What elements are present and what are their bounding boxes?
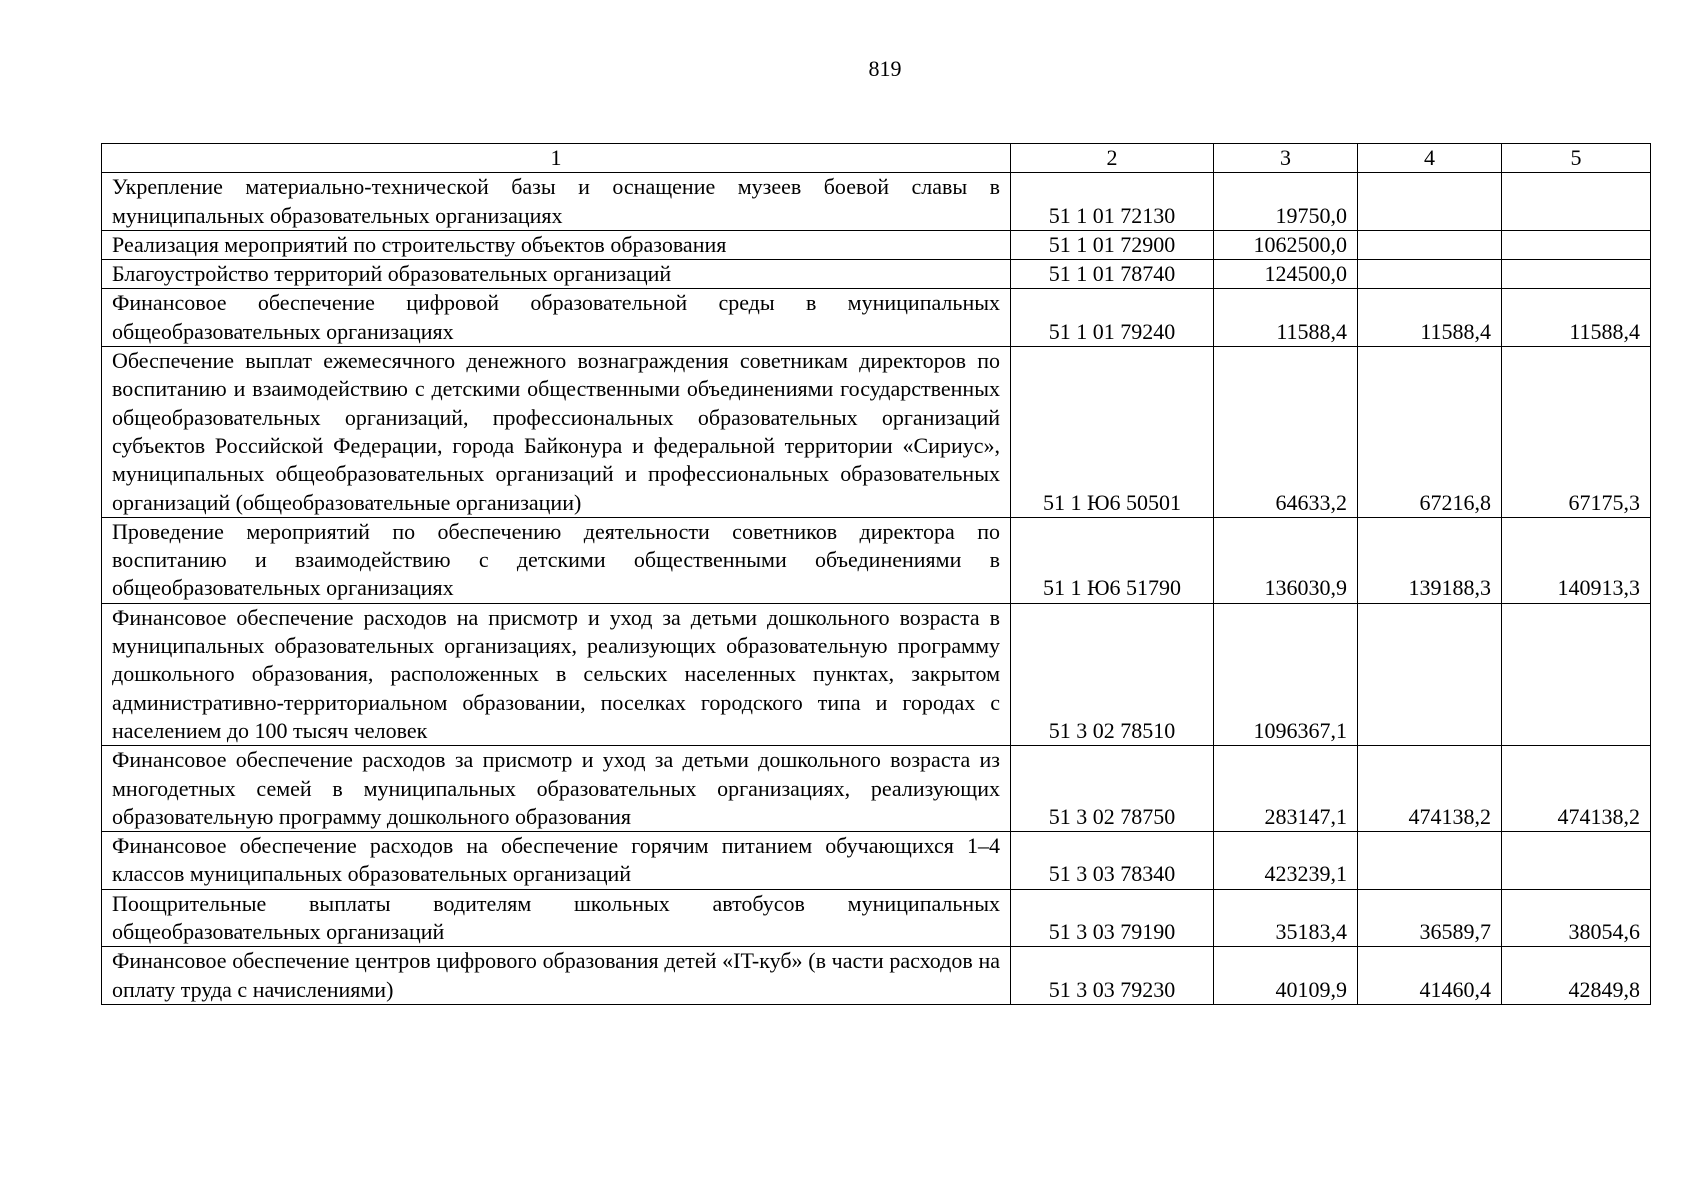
row-name-cell: Укрепление материально-технической базы и оснащение музеев боевой славы в муниципальных образовательных организациях	[102, 173, 1011, 231]
column-header-2: 2	[1011, 144, 1214, 173]
row-value-col4: 474138,2	[1358, 746, 1502, 832]
row-value-col4: 41460,4	[1358, 947, 1502, 1005]
row-code-cell: 51 1 Ю6 51790	[1011, 517, 1214, 603]
row-value-col4	[1358, 230, 1502, 259]
row-name-cell: Обеспечение выплат ежемесячного денежного вознаграждения советникам директоров по воспитанию и взаимодействию с детскими общественными объединениями государственных общеобразовательных организаций, профессиональных образовательных организаций субъектов Российской Федерации, города Байконура и федеральной территории «Сириус», муниципальных общеобразовательных организаций и профессиональных образовательных организаций (общеобразовательные организации)	[102, 347, 1011, 518]
row-value-col4	[1358, 173, 1502, 231]
column-header-5: 5	[1502, 144, 1651, 173]
table-header-row	[102, 144, 1651, 173]
row-value-col5: 11588,4	[1502, 289, 1651, 347]
row-code-cell: 51 3 03 79230	[1011, 947, 1214, 1005]
row-code-cell: 51 3 03 79190	[1011, 889, 1214, 947]
row-value-col4: 11588,4	[1358, 289, 1502, 347]
table-row	[102, 517, 1651, 603]
page-number: 819	[868, 56, 902, 81]
column-header-4: 4	[1358, 144, 1502, 173]
row-value-col4: 67216,8	[1358, 347, 1502, 518]
row-value-col5	[1502, 230, 1651, 259]
row-code-cell: 51 3 02 78510	[1011, 603, 1214, 745]
row-code-cell: 51 1 01 72900	[1011, 230, 1214, 259]
row-code-cell: 51 1 01 72130	[1011, 173, 1214, 231]
column-header-1: 1	[102, 144, 1011, 173]
row-value-col5: 42849,8	[1502, 947, 1651, 1005]
table-row	[102, 947, 1651, 1005]
budget-table	[101, 143, 1651, 1005]
row-code-cell: 51 1 01 78740	[1011, 260, 1214, 289]
row-name-cell: Финансовое обеспечение расходов на обеспечение горячим питанием обучающихся 1–4 классов муниципальных образовательных организаций	[102, 832, 1011, 890]
row-value-col5	[1502, 260, 1651, 289]
row-value-col5	[1502, 173, 1651, 231]
row-name-cell: Финансовое обеспечение расходов на присмотр и уход за детьми дошкольного возраста в муниципальных образовательных организациях, реализующих образовательную программу дошкольного образования, расположенных в сельских населенных пунктах, закрытом административно-территориальном образовании, поселках городского типа и городах с населением до 100 тысяч человек	[102, 603, 1011, 745]
table-row	[102, 260, 1651, 289]
row-value-col4	[1358, 832, 1502, 890]
row-value-col3: 64633,2	[1214, 347, 1358, 518]
row-value-col5: 38054,6	[1502, 889, 1651, 947]
row-name-cell: Финансовое обеспечение цифровой образовательной среды в муниципальных общеобразовательных организациях	[102, 289, 1011, 347]
table-row	[102, 603, 1651, 745]
row-value-col3: 11588,4	[1214, 289, 1358, 347]
row-name-cell: Реализация мероприятий по строительству объектов образования	[102, 230, 1011, 259]
row-code-cell: 51 3 03 78340	[1011, 832, 1214, 890]
row-value-col4	[1358, 603, 1502, 745]
table-row	[102, 230, 1651, 259]
row-name-cell: Поощрительные выплаты водителям школьных автобусов муниципальных общеобразовательных организаций	[102, 889, 1011, 947]
row-value-col3: 136030,9	[1214, 517, 1358, 603]
row-code-cell: 51 3 02 78750	[1011, 746, 1214, 832]
table-row	[102, 173, 1651, 231]
column-header-3: 3	[1214, 144, 1358, 173]
row-value-col3: 35183,4	[1214, 889, 1358, 947]
row-value-col3: 1096367,1	[1214, 603, 1358, 745]
row-value-col5: 140913,3	[1502, 517, 1651, 603]
row-value-col4: 36589,7	[1358, 889, 1502, 947]
table-row	[102, 347, 1651, 518]
row-value-col5	[1502, 832, 1651, 890]
row-value-col3: 124500,0	[1214, 260, 1358, 289]
row-name-cell: Финансовое обеспечение расходов за присмотр и уход за детьми дошкольного возраста из многодетных семей в муниципальных образовательных организациях, реализующих образовательную программу дошкольного образования	[102, 746, 1011, 832]
row-value-col4: 139188,3	[1358, 517, 1502, 603]
table-row	[102, 832, 1651, 890]
table-row	[102, 889, 1651, 947]
table-row	[102, 289, 1651, 347]
table-row	[102, 746, 1651, 832]
row-value-col3: 40109,9	[1214, 947, 1358, 1005]
row-name-cell: Финансовое обеспечение центров цифрового образования детей «IT-куб» (в части расходов на оплату труда с начислениями)	[102, 947, 1011, 1005]
row-name-cell: Благоустройство территорий образовательных организаций	[102, 260, 1011, 289]
row-name-cell: Проведение мероприятий по обеспечению деятельности советников директора по воспитанию и взаимодействию с детскими общественными объединениями в общеобразовательных организациях	[102, 517, 1011, 603]
row-value-col5: 474138,2	[1502, 746, 1651, 832]
row-code-cell: 51 1 01 79240	[1011, 289, 1214, 347]
row-value-col5: 67175,3	[1502, 347, 1651, 518]
row-value-col3: 19750,0	[1214, 173, 1358, 231]
row-code-cell: 51 1 Ю6 50501	[1011, 347, 1214, 518]
row-value-col3: 423239,1	[1214, 832, 1358, 890]
row-value-col5	[1502, 603, 1651, 745]
row-value-col4	[1358, 260, 1502, 289]
row-value-col3: 1062500,0	[1214, 230, 1358, 259]
row-value-col3: 283147,1	[1214, 746, 1358, 832]
